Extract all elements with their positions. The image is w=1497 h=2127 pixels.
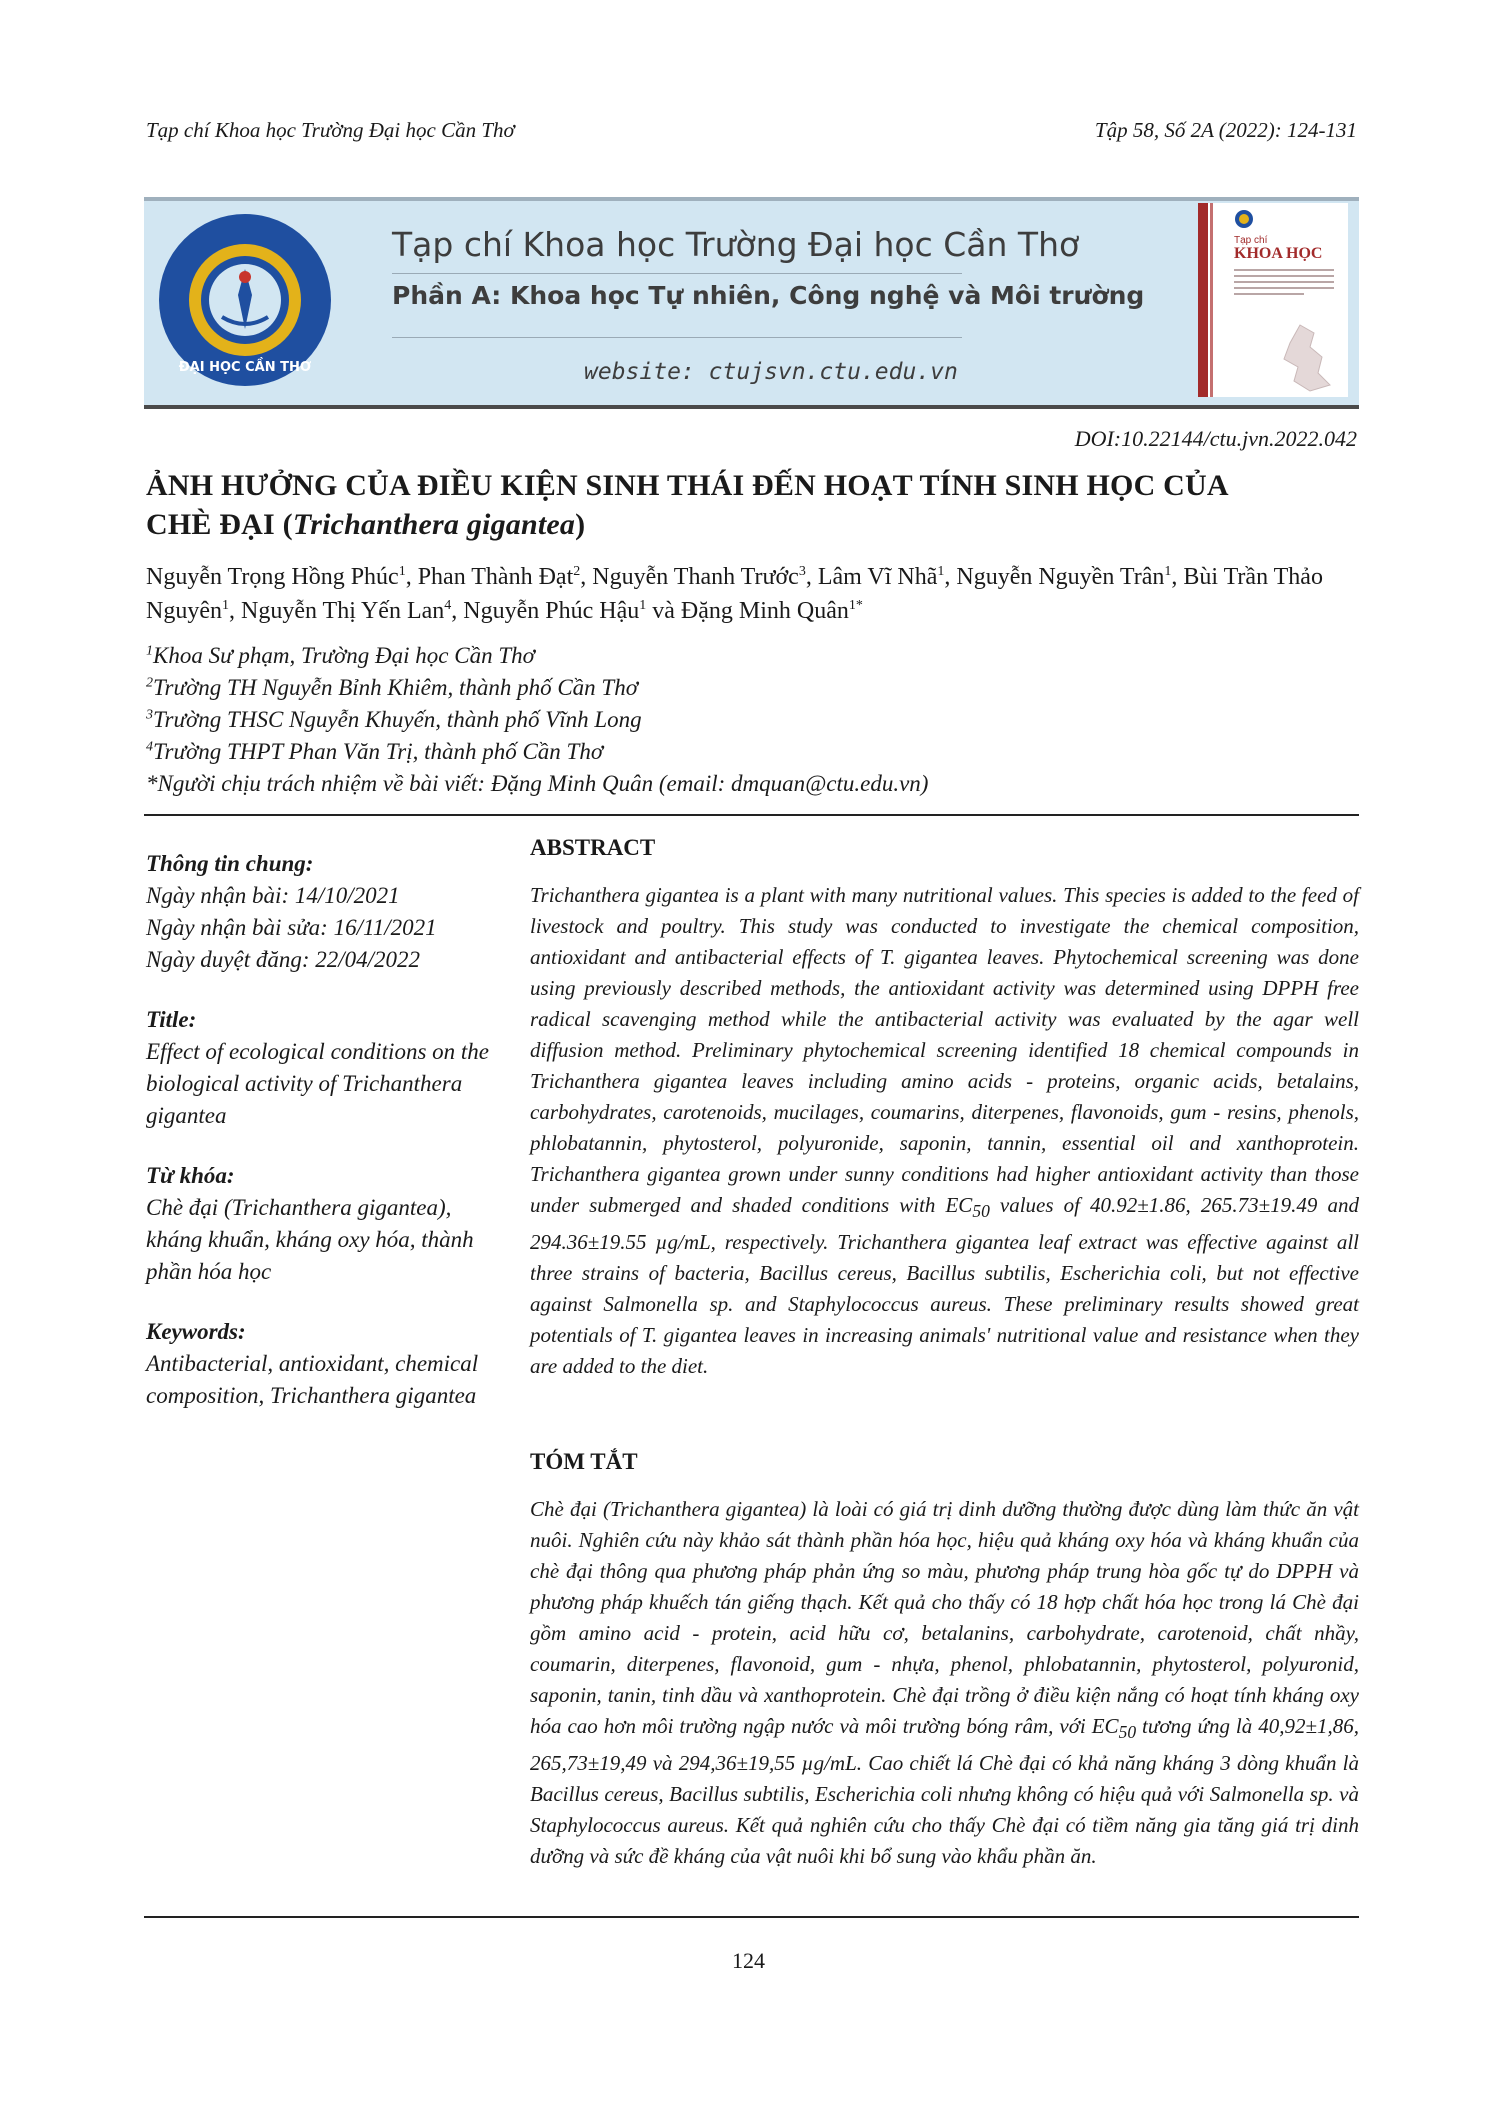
keywords-heading: Keywords: xyxy=(146,1319,246,1344)
article-info-sidebar xyxy=(146,848,501,1440)
keywords-block xyxy=(146,1316,501,1412)
page-number: 124 xyxy=(732,1948,765,1973)
affiliation-text: Trường TH Nguyễn Bỉnh Khiêm, thành phố Cần Thơ xyxy=(153,675,638,700)
author-name: Nguyễn Thanh Trước xyxy=(592,564,799,590)
running-header-issue: Tập 58, Số 2A (2022): 124-131 xyxy=(1094,118,1357,142)
running-header-journal: Tạp chí Khoa học Trường Đại học Cần Thơ xyxy=(146,118,515,142)
author-affiliation-mark: 2 xyxy=(573,564,581,579)
journal-cover-thumbnail xyxy=(1198,203,1348,397)
title-block xyxy=(146,1004,501,1132)
title-species: Trichanthera gigantea xyxy=(292,508,576,541)
journal-banner xyxy=(144,197,1359,409)
cover-red-strip-thin xyxy=(1210,203,1213,397)
author-list xyxy=(146,560,1361,628)
author-separator: , xyxy=(580,564,593,590)
author-affiliation-mark: 4 xyxy=(444,598,452,613)
author-name: Nguyễn Thị Yến Lan xyxy=(240,598,445,624)
doi[interactable]: DOI:10.22144/ctu.jvn.2022.042 xyxy=(1074,426,1357,451)
cover-title: KHOA HỌC xyxy=(1234,245,1323,262)
author-separator: và xyxy=(646,598,681,624)
received-date: Ngày nhận bài: 14/10/2021 xyxy=(146,883,400,908)
title-suffix: ) xyxy=(575,508,586,541)
accepted-date: Ngày duyệt đăng: 22/04/2022 xyxy=(146,947,421,972)
author-separator: , xyxy=(451,598,464,624)
affiliation-item xyxy=(146,768,928,800)
affiliation-mark: 1 xyxy=(146,643,153,659)
affiliation-item xyxy=(146,672,928,704)
title-prefix: CHÈ ĐẠI ( xyxy=(146,508,293,541)
tomtat-text-part1: Chè đại (Trichanthera gigantea) là loài có giá trị dinh dưỡng thường được dùng làm thức ăn vật nuôi. Nghiên cứu này khảo sát thành phần hóa học, hiệu quả kháng oxy hóa và kháng khuẩn của chè đại thông qua phương pháp phản ứng so màu, phương pháp trung hòa gốc tự do DPPH và phương pháp khuếch tán giếng thạch. Kết quả cho thấy có 18 hợp chất hóa học trong lá Chè đại gồm amino acid - protein, acid hữu cơ, betalanins, carbohydrate, carotenoid, chất nhầy, coumarin, diterpenes, flavonoid, gum - nhựa, phenol, phlobatannin, phytosterol, polyuronid, saponin, tanin, tinh dầu và xanthoprotein. Chè đại trồng ở điều kiện nắng có hoạt tính kháng oxy hóa cao hơn môi trường ngập nước và môi trường bóng râm, với EC xyxy=(530,1497,1359,1738)
author-separator: , xyxy=(805,564,818,590)
revised-date: Ngày nhận bài sửa: 16/11/2021 xyxy=(146,915,437,940)
keywords-text: Antibacterial, antioxidant, chemical composition, Trichanthera gigantea xyxy=(146,1351,479,1408)
author-affiliation-mark: 1 xyxy=(398,564,406,579)
info-heading: Thông tin chung: xyxy=(146,851,314,876)
english-title: Effect of ecological conditions on the biological activity of Trichanthera gigantea xyxy=(146,1039,490,1128)
banner-divider xyxy=(392,337,962,338)
banner-top-border xyxy=(144,197,1359,201)
tomtat-text xyxy=(530,1494,1359,1872)
affiliation-mark: 4 xyxy=(146,739,153,755)
abstract-text-part2: values of 40.92±1.86, 265.73±19.49 and 294.36±19.55 µg/mL, respectively. Trichanthera gigantea leaf extract was effective against all three strains of bacteria, Bacillus cereus, Bacillus subtilis, Escherichia coli, but not effective against Salmonella sp. and Staphylococcus aureus. These preliminary results showed great potentials of T. gigantea leaves in increasing animals' nutritional value and resistance when they are added to the diet. xyxy=(530,1193,1359,1379)
logo-lettering: ĐẠI HỌC CẦN THƠ xyxy=(178,360,312,375)
affiliation-mark: 3 xyxy=(146,707,153,723)
cover-map-icon xyxy=(1270,323,1334,393)
affiliation-list xyxy=(146,640,928,800)
author-name: Nguyễn Nguyền Trân xyxy=(956,564,1165,590)
tukhoa-text: Chè đại (Trichanthera gigantea), kháng khuẩn, kháng oxy hóa, thành phần hóa học xyxy=(146,1195,474,1284)
author-separator: , xyxy=(1171,564,1184,590)
cover-logo-icon xyxy=(1234,209,1254,229)
cover-text-lines xyxy=(1234,269,1334,299)
affiliation-text: Trường THPT Phan Văn Trị, thành phố Cần Thơ xyxy=(153,739,604,764)
affiliation-text: Trường THSC Nguyễn Khuyến, thành phố Vĩnh Long xyxy=(153,707,642,732)
section-divider-bottom xyxy=(144,1916,1359,1918)
author-affiliation-mark: 3 xyxy=(798,564,806,579)
affiliation-item xyxy=(146,736,928,768)
info-block xyxy=(146,848,501,976)
affiliation-mark: 2 xyxy=(146,675,153,691)
author-affiliation-mark: 1 xyxy=(221,598,229,613)
paper-title-line2 xyxy=(146,505,1361,544)
abstract-text xyxy=(530,880,1359,1382)
author-affiliation-mark: 1 xyxy=(1164,564,1172,579)
author-name: Nguyễn Phúc Hậu xyxy=(463,598,640,624)
author-separator: , xyxy=(228,598,241,624)
ec50-subscript: 50 xyxy=(1118,1722,1137,1743)
ec50-subscript: 50 xyxy=(972,1201,990,1222)
affiliation-item xyxy=(146,704,928,736)
section-divider-top xyxy=(144,814,1359,816)
author-separator: , xyxy=(405,564,418,590)
author-name: Đặng Minh Quân xyxy=(680,598,849,624)
cover-small-text: Tạp chí xyxy=(1234,235,1268,246)
author-name: Bùi Trần Thảo Nguyên xyxy=(146,564,1323,624)
affiliation-text: *Người chịu trách nhiệm về bài viết: Đặng Minh Quân (email: dmquan@ctu.edu.vn) xyxy=(146,771,929,796)
banner-divider xyxy=(392,273,962,274)
tomtat-heading: TÓM TẮT xyxy=(530,1449,638,1474)
affiliation-item xyxy=(146,640,928,672)
author-affiliation-mark: 1 xyxy=(639,598,647,613)
author-name: Phan Thành Đạt xyxy=(417,564,574,590)
banner-website[interactable]: website: ctujsvn.ctu.edu.vn xyxy=(584,359,958,385)
affiliation-text: Khoa Sư phạm, Trường Đại học Cần Thơ xyxy=(153,643,535,668)
banner-title: Tạp chí Khoa học Trường Đại học Cần Thơ xyxy=(392,225,1080,264)
author-separator: , xyxy=(944,564,957,590)
author-affiliation-mark: 1 xyxy=(937,564,945,579)
tomtat-text-part2: tương ứng là 40,92±1,86, 265,73±19,49 và 294,36±19,55 µg/mL. Cao chiết lá Chè đại có khả năng kháng 3 dòng khuẩn là Bacillus cereus, Bacillus subtilis, Escherichia coli nhưng không có hiệu quả với Salmonella sp. và Staphylococcus aureus. Kết quả nghiên cứu cho thấy Chè đại có tiềm năng gia tăng giá trị dinh dưỡng và sức đề kháng của vật nuôi khi bổ sung vào khẩu phần ăn. xyxy=(530,1714,1360,1869)
university-logo-icon xyxy=(156,211,334,389)
paper-title xyxy=(146,466,1361,544)
author-affiliation-mark: 1* xyxy=(848,598,863,613)
cover-red-strip xyxy=(1198,203,1208,397)
author-name: Lâm Vĩ Nhã xyxy=(817,564,938,590)
tukhoa-heading: Từ khóa: xyxy=(146,1163,235,1188)
author-name: Nguyễn Trọng Hồng Phúc xyxy=(146,564,399,590)
banner-subtitle: Phần A: Khoa học Tự nhiên, Công nghệ và Môi trường xyxy=(392,281,1145,310)
abstract-heading: ABSTRACT xyxy=(530,835,656,860)
abstract-text-part1: Trichanthera gigantea is a plant with many nutritional values. This species is added to the feed of livestock and poultry. This study was conducted to investigate the chemical composition, antioxidant and antibacterial effects of T. gigantea leaves. Phytochemical screening was done using previously described methods, the antioxidant activity was determined using DPPH free radical scavenging method while the antibacterial activity was evaluated by the agar well diffusion method. Preliminary phytochemical screening identified 18 chemical compounds in Trichanthera gigantea leaves including amino acids - proteins, organic acids, betalains, carbohydrates, carotenoids, mucilages, coumarins, diterpenes, flavonoids, gum - resins, phenols, phlobatannin, phytosterol, polyuronide, saponin, tannin, essential oil and xanthoprotein. Trichanthera gigantea grown under sunny conditions had higher antioxidant activity than those under submerged and shaded conditions with EC xyxy=(530,883,1359,1217)
title-heading: Title: xyxy=(146,1007,197,1032)
paper-title-line1: ẢNH HƯỞNG CỦA ĐIỀU KIỆN SINH THÁI ĐẾN HOẠT TÍNH SINH HỌC CỦA xyxy=(146,469,1229,502)
tukhoa-block xyxy=(146,1160,501,1288)
